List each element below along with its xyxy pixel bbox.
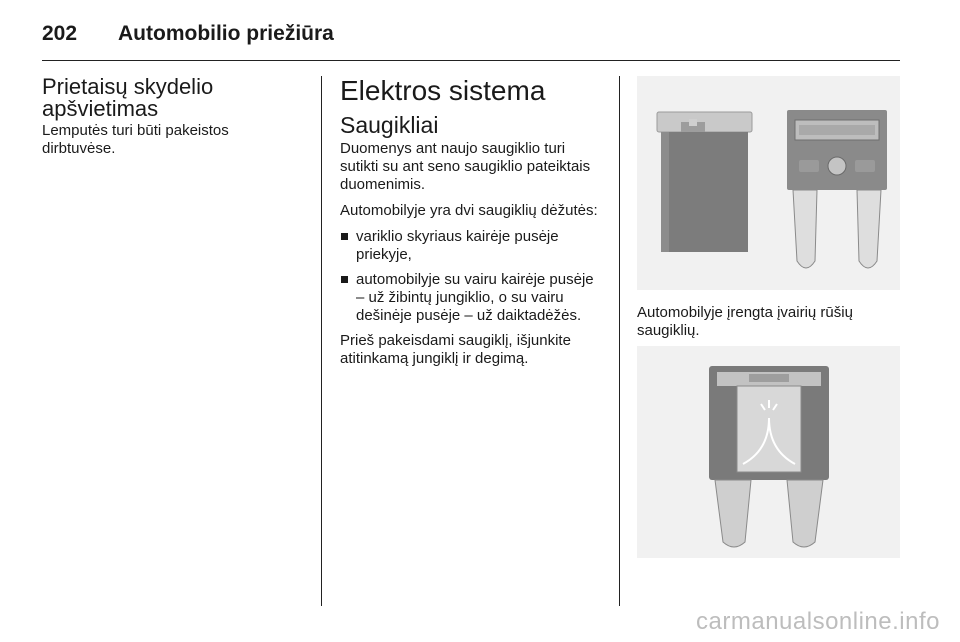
section-heading-instrument-lighting: Prietaisų skydelio apšvietimas bbox=[42, 74, 214, 121]
list-item bbox=[340, 228, 605, 264]
blade-fuse-illustration bbox=[637, 346, 900, 558]
fuse-data-paragraph: Duomenys ant naujo saugiklio turi sutikti su ant seno saugiklio pateiktais duomenimis. bbox=[340, 140, 591, 193]
fuse-boxes-paragraph: Automobilyje yra dvi saugiklių dėžutės: bbox=[340, 202, 598, 219]
fuse-box-locations-list bbox=[340, 228, 605, 325]
column-divider-left bbox=[321, 76, 322, 606]
left-column bbox=[42, 76, 302, 166]
fuse-types-caption: Automobilyje įrengta įvairių rūšių saugiklių. bbox=[637, 304, 853, 339]
subheading-fuses: Saugikliai bbox=[340, 112, 439, 138]
list-item-text: automobilyje su vairu kairėje pusėje – už žibintų jungiklio, o su vairu dešinėje pusėje – už daiktadėžės. bbox=[356, 271, 594, 324]
bullet-icon bbox=[341, 233, 348, 240]
fuse-types-illustration bbox=[637, 76, 900, 290]
page-number: 202 bbox=[42, 22, 78, 45]
page-header bbox=[42, 18, 900, 61]
section-heading-electrical-system: Elektros sistema bbox=[340, 75, 546, 106]
middle-column bbox=[340, 76, 605, 376]
instrument-lighting-text: Lemputės turi būti pakeistos dirbtuvėse. bbox=[42, 122, 229, 157]
right-column bbox=[637, 76, 902, 558]
page-title: Automobilio priežiūra bbox=[118, 22, 334, 45]
list-item bbox=[340, 271, 605, 325]
column-divider-right bbox=[619, 76, 620, 606]
list-item-text: variklio skyriaus kairėje pusėje priekyje, bbox=[356, 228, 559, 263]
watermark: carmanualsonline.info bbox=[696, 608, 940, 635]
bullet-icon bbox=[341, 276, 348, 283]
switch-off-paragraph: Prieš pakeisdami saugiklį, išjunkite atitinkamą jungiklį ir degimą. bbox=[340, 332, 571, 367]
